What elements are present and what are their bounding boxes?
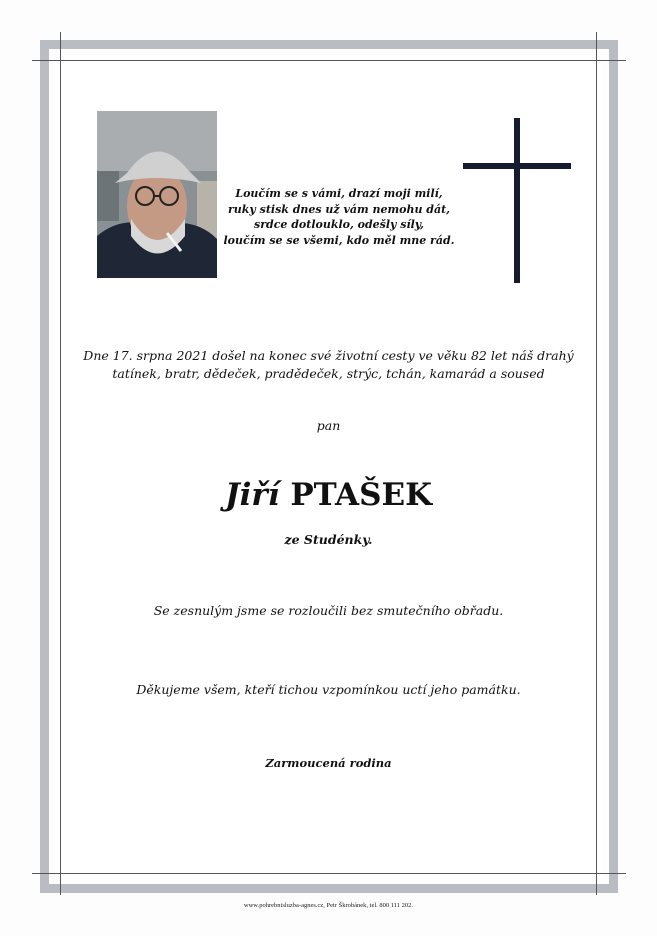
announcement-line: Dne 17. srpna 2021 došel na konec své životní cesty ve věku 82 let náš drahý: [83, 348, 574, 363]
thanks-text: Děkujeme všem, kteří tichou vzpomínkou uctí jeho památku.: [136, 682, 521, 697]
top-rule: [32, 60, 626, 61]
farewell-poem: [220, 186, 458, 248]
cross-icon-vertical: [514, 118, 520, 283]
first-name: Jiří: [224, 477, 280, 513]
announcement-text: [70, 347, 587, 383]
portrait-photo: [97, 111, 217, 278]
signature-text: Zarmoucená rodina: [265, 756, 392, 770]
farewell-note: Se zesnulým jsme se rozloučili bez smutečního obřadu.: [153, 603, 504, 618]
poem-line: Loučím se s vámi, drazí moji milí,: [235, 187, 443, 200]
cross-icon-horizontal: [463, 163, 571, 169]
origin-text: ze Studénky.: [284, 532, 373, 547]
bottom-rule: [32, 873, 626, 874]
poem-line: srdce dotlouklo, odešly síly,: [254, 218, 424, 231]
title-text: pan: [316, 418, 341, 433]
poem-line: ruky stisk dnes už vám nemohu dát,: [227, 202, 451, 216]
poem-line: loučím se se všemi, kdo měl mne rád.: [223, 233, 455, 247]
surname: PTAŠEK: [290, 477, 433, 513]
left-rule: [60, 32, 61, 895]
deceased-name: [70, 475, 587, 515]
right-rule: [596, 32, 597, 895]
announcement-line: tatínek, bratr, dědeček, pradědeček, strýc, tchán, kamarád a soused: [112, 366, 545, 381]
footer-contact: www.pohrebnisluzba-agnes.cz, Petr Škrobánek, tel. 800 111 202.: [243, 902, 414, 909]
